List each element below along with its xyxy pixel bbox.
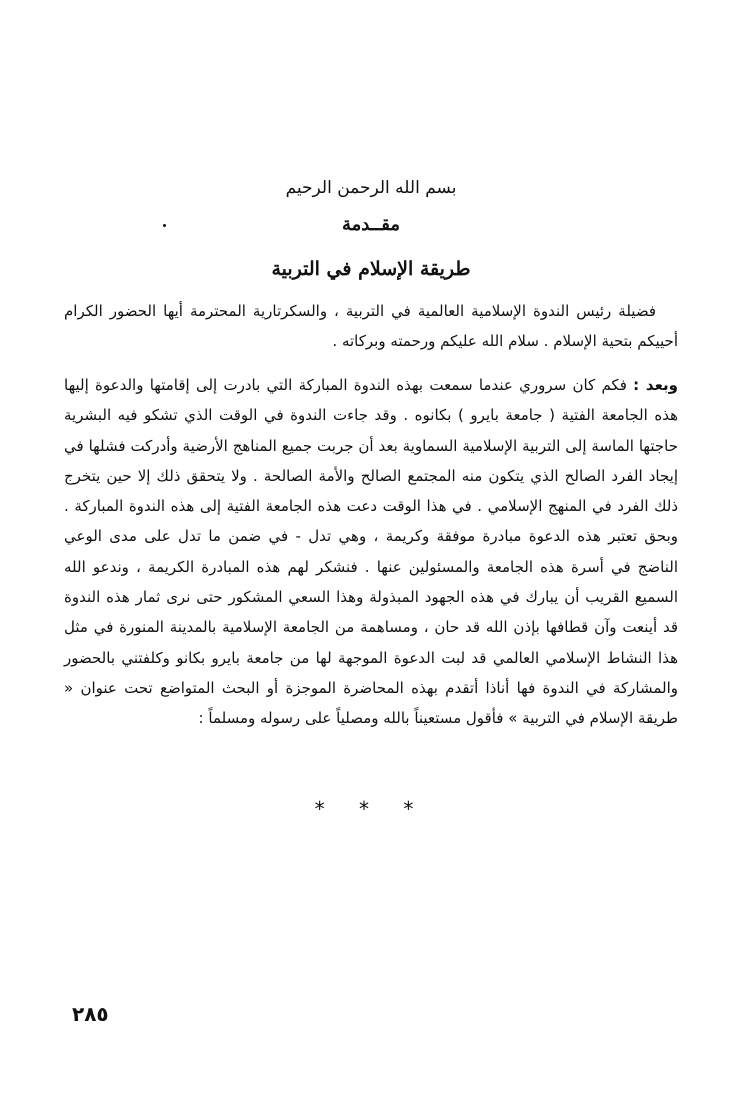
stray-mark: [163, 224, 166, 227]
greeting-text: فضيلة رئيس الندوة الإسلامية العالمية في التربية ، والسكرتارية المحترمة أيها الحضور الكرام أحييكم بتحية الإسلام . سلام الله عليكم ورحمته وبركاته .: [64, 302, 678, 351]
page-number: ٢٨٥: [72, 1002, 109, 1026]
body-paragraph: [64, 370, 678, 734]
body-text: فكم كان سروري عندما سمعت بهذه الندوة المباركة التي بادرت إلى إقامتها والدعوة إليها هذه الجامعة الفتية ( جامعة بايرو ) بكانوه . وقد جاءت الندوة في الوقت الذي تشكو فيه البشرية حاجتها الماسة إلى التربية الإسلامية السماوية بعد أن جربت جميع المناهج الأرضية وأدركت فشلها في إيجاد الفرد الصالح الذي يتكون منه المجتمع الصالح والأمة الصالحة . ولا يتحقق ذلك إلا حين يتخرج ذلك الفرد في المنهج الإسلامي . في هذا الوقت دعت هذه الجامعة الفتية إلى هذه الندوة المباركة . وبحق تعتبر هذه الدعوة مبادرة موفقة وكريمة ، وهي تدل - في ضمن ما تدل على مدى الوعي الناضج في أسرة هذه الجامعة والمسئولين عنها . فنشكر لهم هذه المبادرة الكريمة ، وندعو الله السميع القريب أن يبارك في هذه الجهود المبذولة وهذا السعي المشكور حتى نرى ثمار هذه الندوة قد أينعت وآن قطافها بإذن الله قد حان ، ومساهمة من الجامعة الإسلامية بالمدينة المنورة في مثل هذا النشاط الإسلامي العالمي قد لبت الدعوة الموجهة لها من جامعة بايرو بكانو وكلفتني بالحضور والمشاركة في الندوة فها أناذا أتقدم بهذه المحاضرة الموجزة أو البحث المتواضع تحت عنوان « طريقة الإسلام في التربية » فأقول مستعيناً بالله ومصلياً على رسوله ومسلماً :: [64, 376, 678, 728]
lead-word: وبعد :: [633, 376, 678, 394]
section-separator: * * *: [314, 797, 428, 821]
greeting-paragraph: [64, 296, 678, 357]
intro-heading: مقــدمة: [341, 214, 401, 235]
main-heading: طريقة الإسلام في التربية: [271, 258, 471, 280]
basmala: بسم الله الرحمن الرحيم: [285, 178, 457, 198]
